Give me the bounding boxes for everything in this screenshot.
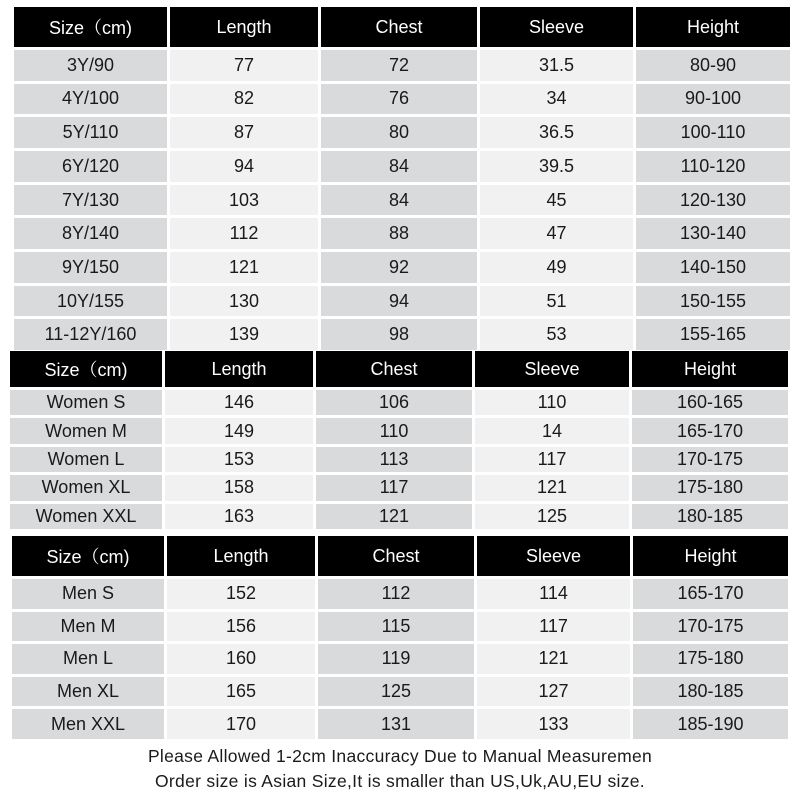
cell-chest: 113 xyxy=(316,447,472,472)
cell-height: 90-100 xyxy=(636,84,790,115)
cell-length: 165 xyxy=(167,677,315,707)
cell-sleeve: 45 xyxy=(480,185,633,216)
cell-length: 158 xyxy=(165,475,313,500)
header-chest: Chest xyxy=(316,351,472,387)
cell-length: 160 xyxy=(167,644,315,674)
table-row xyxy=(10,390,788,415)
cell-height: 130-140 xyxy=(636,218,790,249)
cell-size: Men L xyxy=(12,644,164,674)
header-height: Height xyxy=(636,7,790,47)
cell-sleeve: 14 xyxy=(475,418,629,443)
cell-height: 160-165 xyxy=(632,390,788,415)
cell-height: 80-90 xyxy=(636,50,790,81)
kids-header-row xyxy=(14,7,790,47)
table-row xyxy=(14,50,790,81)
table-row xyxy=(12,579,788,609)
cell-size: 8Y/140 xyxy=(14,218,167,249)
cell-sleeve: 117 xyxy=(477,612,630,642)
cell-size: Men M xyxy=(12,612,164,642)
cell-height: 150-155 xyxy=(636,286,790,317)
cell-sleeve: 121 xyxy=(475,475,629,500)
cell-chest: 121 xyxy=(316,504,472,529)
cell-height: 165-170 xyxy=(632,418,788,443)
cell-length: 146 xyxy=(165,390,313,415)
header-size: Size（cm) xyxy=(14,7,167,47)
cell-chest: 72 xyxy=(321,50,477,81)
cell-length: 130 xyxy=(170,286,318,317)
header-length: Length xyxy=(167,536,315,576)
cell-length: 152 xyxy=(167,579,315,609)
cell-size: Women S xyxy=(10,390,162,415)
cell-length: 149 xyxy=(165,418,313,443)
cell-length: 153 xyxy=(165,447,313,472)
table-row xyxy=(14,252,790,283)
header-sleeve: Sleeve xyxy=(475,351,629,387)
cell-height: 140-150 xyxy=(636,252,790,283)
cell-height: 165-170 xyxy=(633,579,788,609)
table-row xyxy=(10,447,788,472)
cell-chest: 117 xyxy=(316,475,472,500)
cell-length: 121 xyxy=(170,252,318,283)
table-row xyxy=(10,475,788,500)
cell-height: 180-185 xyxy=(632,504,788,529)
cell-chest: 80 xyxy=(321,117,477,148)
cell-chest: 112 xyxy=(318,579,474,609)
header-chest: Chest xyxy=(318,536,474,576)
header-sleeve: Sleeve xyxy=(480,7,633,47)
table-row xyxy=(12,644,788,674)
table-row xyxy=(14,218,790,249)
cell-sleeve: 133 xyxy=(477,709,630,739)
cell-size: Men XXL xyxy=(12,709,164,739)
cell-size: Women M xyxy=(10,418,162,443)
cell-chest: 88 xyxy=(321,218,477,249)
cell-chest: 115 xyxy=(318,612,474,642)
cell-size: Women XL xyxy=(10,475,162,500)
table-row xyxy=(14,117,790,148)
cell-length: 87 xyxy=(170,117,318,148)
table-row xyxy=(14,151,790,182)
cell-length: 112 xyxy=(170,218,318,249)
cell-sleeve: 34 xyxy=(480,84,633,115)
header-height: Height xyxy=(632,351,788,387)
cell-length: 139 xyxy=(170,319,318,350)
cell-size: 6Y/120 xyxy=(14,151,167,182)
header-length: Length xyxy=(165,351,313,387)
cell-sleeve: 127 xyxy=(477,677,630,707)
header-length: Length xyxy=(170,7,318,47)
cell-size: Men S xyxy=(12,579,164,609)
cell-chest: 110 xyxy=(316,418,472,443)
table-row xyxy=(12,677,788,707)
cell-height: 170-175 xyxy=(633,612,788,642)
footer-note-asian-size: Order size is Asian Size,It is smaller than US,Uk,AU,EU size. xyxy=(155,771,645,791)
header-size: Size（cm) xyxy=(12,536,164,576)
cell-height: 175-180 xyxy=(632,475,788,500)
table-row xyxy=(10,418,788,443)
header-sleeve: Sleeve xyxy=(477,536,630,576)
cell-size: 9Y/150 xyxy=(14,252,167,283)
header-chest: Chest xyxy=(321,7,477,47)
cell-height: 100-110 xyxy=(636,117,790,148)
cell-size: Women L xyxy=(10,447,162,472)
table-row xyxy=(10,504,788,529)
cell-chest: 119 xyxy=(318,644,474,674)
women-header-row xyxy=(10,351,788,387)
cell-height: 110-120 xyxy=(636,151,790,182)
men-header-row xyxy=(12,536,788,576)
cell-length: 77 xyxy=(170,50,318,81)
cell-sleeve: 49 xyxy=(480,252,633,283)
women-size-table xyxy=(10,351,788,529)
table-row xyxy=(14,185,790,216)
kids-size-table xyxy=(14,7,790,346)
cell-sleeve: 51 xyxy=(480,286,633,317)
cell-sleeve: 39.5 xyxy=(480,151,633,182)
cell-chest: 84 xyxy=(321,151,477,182)
cell-size: Men XL xyxy=(12,677,164,707)
cell-sleeve: 31.5 xyxy=(480,50,633,81)
cell-sleeve: 47 xyxy=(480,218,633,249)
cell-sleeve: 117 xyxy=(475,447,629,472)
table-row xyxy=(14,84,790,115)
table-row xyxy=(14,286,790,317)
cell-chest: 106 xyxy=(316,390,472,415)
cell-chest: 94 xyxy=(321,286,477,317)
cell-size: 5Y/110 xyxy=(14,117,167,148)
cell-sleeve: 36.5 xyxy=(480,117,633,148)
cell-size: 11-12Y/160 xyxy=(14,319,167,350)
cell-length: 163 xyxy=(165,504,313,529)
cell-height: 180-185 xyxy=(633,677,788,707)
cell-chest: 125 xyxy=(318,677,474,707)
cell-chest: 92 xyxy=(321,252,477,283)
cell-size: 10Y/155 xyxy=(14,286,167,317)
cell-chest: 98 xyxy=(321,319,477,350)
cell-length: 94 xyxy=(170,151,318,182)
cell-height: 120-130 xyxy=(636,185,790,216)
men-size-table xyxy=(12,536,788,739)
header-height: Height xyxy=(633,536,788,576)
cell-sleeve: 114 xyxy=(477,579,630,609)
cell-sleeve: 53 xyxy=(480,319,633,350)
table-row xyxy=(14,319,790,350)
cell-size: Women XXL xyxy=(10,504,162,529)
header-size: Size（cm) xyxy=(10,351,162,387)
cell-length: 170 xyxy=(167,709,315,739)
footer-note-inaccuracy: Please Allowed 1-2cm Inaccuracy Due to Manual Measuremen xyxy=(147,746,653,766)
cell-size: 3Y/90 xyxy=(14,50,167,81)
table-row xyxy=(12,709,788,739)
cell-length: 103 xyxy=(170,185,318,216)
table-row xyxy=(12,612,788,642)
cell-sleeve: 121 xyxy=(477,644,630,674)
cell-chest: 84 xyxy=(321,185,477,216)
cell-height: 175-180 xyxy=(633,644,788,674)
cell-size: 7Y/130 xyxy=(14,185,167,216)
cell-length: 156 xyxy=(167,612,315,642)
cell-size: 4Y/100 xyxy=(14,84,167,115)
cell-height: 185-190 xyxy=(633,709,788,739)
cell-height: 170-175 xyxy=(632,447,788,472)
cell-sleeve: 125 xyxy=(475,504,629,529)
cell-height: 155-165 xyxy=(636,319,790,350)
cell-chest: 131 xyxy=(318,709,474,739)
cell-length: 82 xyxy=(170,84,318,115)
cell-chest: 76 xyxy=(321,84,477,115)
cell-sleeve: 110 xyxy=(475,390,629,415)
